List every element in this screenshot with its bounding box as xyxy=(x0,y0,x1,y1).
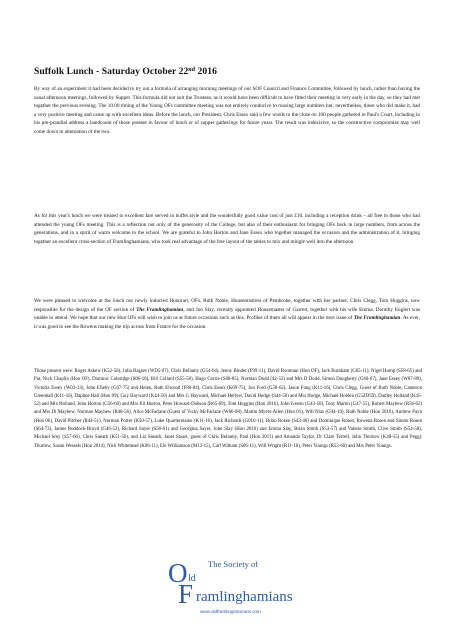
logo-url: www.oldframlinghamians.com xyxy=(200,609,261,614)
title-year: 2016 xyxy=(197,66,217,77)
paragraph-lunch: As for this year's lunch we were treated to excellent fare served in buffet style and the wonderfully good value cost of just £10, including a reception drink – all free to those who had attended the young OFs meeting. This is a reflection not only of the generosity of the College, but also of their enthusiasm for bringing OFs back in large numbers, from across the generations, and in a spirit of warm welcome to the school. We are grateful to John Horton and Jane Essex who together managed the occasion and the administration of it, bringing together an excellent cross-section of Framlinghamians, who took real advantage of the free layout of the tables to mix and mingle well into the afternoon. xyxy=(34,213,420,245)
logo-line1: The Society of xyxy=(208,559,259,569)
paragraph-welcome xyxy=(34,297,420,331)
publication-name: The Framlinghamian xyxy=(136,306,184,313)
society-logo-graphic xyxy=(150,557,300,619)
paragraph-intro: By way of an experiment it had been decided to try out a formula of arranging morning meetings of our SOF Council and Finance Committee, followed by lunch, rather than having the usual afternoon meetings, followed by Supper. This formula did not suit the Trustees, as it would have been difficult to have fitted their meeting in very early in the day, so they had met together the previous evening. The 10.00 timing of the Young OFs committee meeting was not entirely conducive to rousing large numbers but, nevertheless, those who did make it, had a very positive meeting and came up with excellent ideas. Before the lunch, our President, Chris Essex said a few words to the close on 100 people gathered in Paul's Court, including in his pre-prandial address a handcount of those present in favour of lunch or of supper gatherings for future years. The result was indecisive, so the constructive compromise may well come down to alternation of the two. xyxy=(34,86,420,135)
welcome-text-a: We were pleased to welcome at the lunch our newly inducted Honorary OFs, Ruth Noble, Housemistress of Pembroke, together with her partner, Chris Clegg, Tom Huggins, now responsible for the design of the OF section of xyxy=(34,298,420,313)
publication-name: The Framlinghamian xyxy=(353,315,401,322)
page-title xyxy=(34,66,424,77)
title-main: Suffolk Lunch - Saturday October 22 xyxy=(34,66,189,77)
logo-initial-f: F xyxy=(178,579,194,609)
logo-rest-o: ld xyxy=(188,573,196,584)
welcome-text-b: , and Jon Slay, recently appointed Housemaster of Garrett, together with his wife Emma. Dorothy Englert was unable to attend. We hope that our new Hon OFs will wish to join us at future occasions such as this. Profiles of them all will appear in the next issue of xyxy=(34,306,420,322)
logo-initial-o: O xyxy=(168,558,188,588)
welcome-text-c: . As ever, it was good to see the Rowens making the trip across from France for the occasion. xyxy=(34,315,420,330)
society-logo xyxy=(150,557,300,619)
paragraph-attendees: Those present were: Roger Askew (K52-56), Julia Baguet (WD5-07), Chris Bellamy (G54-64), Jenny Binder (F99-11), David Bootman (Hon OF), Jack Burnham (G05-11), Nigel Hump (S58-65) and Pat, Nick Chaplin (Hon OF), Dominic Coleridge (S06-10), Bill Collard (S55-58), Hugo Corrie (S80-85), Norman Dodd (42-52) and Mrs D Dodd, Simon Dougherty (G60-67), Jane Essey (W87-89), Victoria Essey (W03-13), John Elleby (G67-75) and Helen, Ruth Elwood (F80-84), Chris Essex (K69-75), Jon Ford (G58-62), Jason Fung (K11-16), Chris Clegg, Guest of Ruth Noble, Cameron Greenhall (K11-16), Daphne Hall (Hon 99), Guy Hayward (K44-50) and Mrs G Hayward, Michael Hellyer, David Hodge (S44-50) and Mrs Hodge, Michael Holden (G5ZD59), Dudley Holland (K45-52) and Mrs Holland, John Horton (G56-60) and Mrs Jill Horton, Peter Howard-Dobson (R65-69), Tom Huggins (Hon 2016), John Iveson (G43-50), Tony Martin (G47-55), Robert Mayhew (R56-62) and Mrs Di Mayhew, Norman Mayhew (R48-56), Alice McFarlane (Guest of Vicky McFarlane (W86-88), Martin Myers-Allen (Hon 01), Will Nias (G04-10), Ruth Noble (Hon 2016), Andrew Payn (Hon 06), David Pitcher (R44-51), Norman Porter (K50-57), Luke Quartermaine (K11-16), Jack Richards (G016-11), Brian Rosen (S43-46) and Dominique Rosen, Rowena Rosen and Simon Rosen (S64-73), James Ruddock-Broyd (G46-52), Richard Sayer (S56-61) and Georgina Sayer, John Slay (Hon 2016) and Emma Slay, Brian Smith (S53-57) and Valerie Smith, Clive Smith (S54-58), Michael Smy (S57-66), Chris Sneath (K51-56), and Liz Sneath, Janet Stuart, guest of Chris Bellamy, Paul (Hon 2011) and Amanda Taylor, Dr Clare Terrell, John Thurlow (K48-55) and Peggy Thurlow, Susan Wessels (Hon 2014), Nick Whitehead (K06-11), Ele Williamson (M13-15), Carl Witham (S06-11), Will Wright (R11-16), Peter Youngs (R53-60) and Mrs Peter Youngs. xyxy=(34,369,422,449)
logo-rest-f: ramlinghamians xyxy=(196,589,293,605)
title-suffix: nd xyxy=(188,67,196,73)
